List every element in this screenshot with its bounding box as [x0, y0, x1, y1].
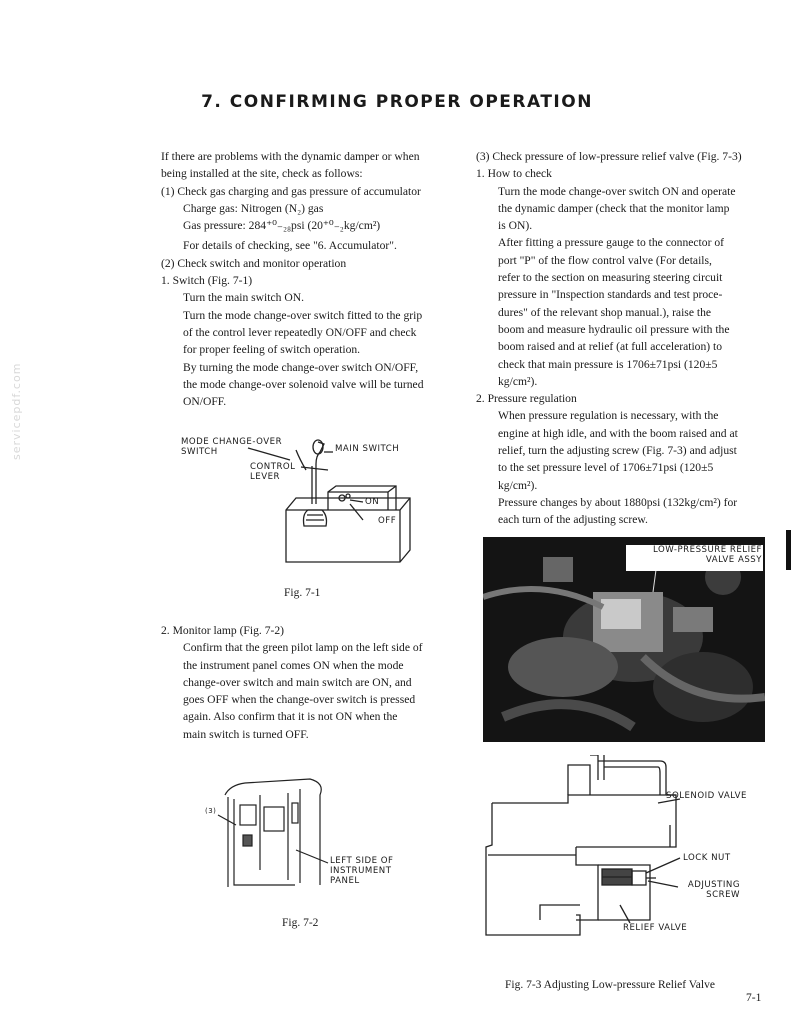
fig-7-2-caption: Fig. 7-2	[282, 917, 319, 929]
switch-line: Turn the mode change-over switch fitted to the grip	[183, 308, 423, 322]
switch-line: ON/OFF.	[183, 395, 227, 409]
solenoid-valve-label: SOLENOID VALVE	[666, 791, 747, 801]
mode-switch-label: MODE CHANGE-OVER SWITCH	[181, 437, 283, 457]
regulation-heading: 2. Pressure regulation	[476, 392, 577, 406]
charge-gas: Charge gas: Nitrogen (N₂) gas	[183, 201, 324, 215]
how-line: boom and measure hydraulic oil pressure with the	[498, 322, 730, 336]
section-2-heading: (2) Check switch and monitor operation	[161, 256, 347, 270]
monitor-line: main switch is turned OFF.	[183, 727, 309, 741]
regulation-line: kg/cm²).	[498, 478, 538, 492]
regulation-line: each turn of the adjusting screw.	[498, 513, 648, 527]
adjusting-screw-label: ADJUSTING SCREW	[687, 880, 740, 900]
accumulator-details: For details of checking, see "6. Accumulator".	[183, 239, 397, 253]
watermark: servicepdf.com	[10, 362, 23, 460]
switch-line: the mode change-over solenoid valve will be turned	[183, 377, 424, 391]
main-switch-label: MAIN SWITCH	[335, 444, 400, 454]
how-line: the dynamic damper (check that the monitor lamp	[498, 201, 730, 215]
fig-7-2-drawing	[200, 775, 335, 895]
how-line: kg/cm²).	[498, 374, 538, 388]
control-lever-label: CONTROL LEVER	[250, 462, 296, 482]
regulation-line: engine at high idle, and with the boom raised and at	[498, 426, 738, 440]
monitor-line: change-over switch and main switch are ON, and	[183, 675, 412, 689]
page-title: 7. CONFIRMING PROPER OPERATION	[201, 92, 593, 112]
fig-7-2-marker: (3)	[205, 807, 217, 815]
section-1-heading: (1) Check gas charging and gas pressure of accumulator	[161, 184, 421, 198]
monitor-line: Confirm that the green pilot lamp on the left side of	[183, 641, 423, 655]
how-line: is ON).	[498, 219, 533, 233]
how-line: check that main pressure is 1706±71psi (120±5	[498, 357, 718, 371]
right-column	[476, 148, 766, 529]
on-label: ON	[365, 497, 380, 507]
lock-nut-label: LOCK NUT	[683, 853, 731, 863]
relief-valve-label: RELIEF VALVE	[623, 923, 688, 933]
how-line: Turn the mode change-over switch ON and operate	[498, 184, 736, 198]
how-line: dures" of the relevant shop manual.), raise the	[498, 305, 712, 319]
left-column	[161, 148, 446, 410]
switch-heading: 1. Switch (Fig. 7-1)	[161, 274, 253, 288]
regulation-line: When pressure regulation is necessary, with the	[498, 409, 719, 423]
intro-line: If there are problems with the dynamic damper or when	[161, 150, 420, 163]
regulation-line: relief, turn the adjusting screw (Fig. 7-3) and adjust	[498, 444, 737, 458]
section-3-heading: (3) Check pressure of low-pressure relief valve (Fig. 7-3)	[476, 150, 742, 163]
fig-7-3-caption: Fig. 7-3 Adjusting Low-pressure Relief Valve	[505, 979, 715, 991]
switch-line: By turning the mode change-over switch ON/OFF,	[183, 360, 419, 374]
how-line: refer to the section on measuring steering circuit	[498, 271, 723, 285]
off-label: OFF	[378, 516, 397, 526]
switch-line: for proper feeling of switch operation.	[183, 343, 361, 357]
relief-valve-photo	[483, 537, 765, 742]
switch-line: of the control lever repeatedly ON/OFF and check	[183, 325, 417, 339]
switch-line: Turn the main switch ON.	[183, 291, 304, 305]
page-number: 7-1	[746, 992, 762, 1004]
photo-label: LOW-PRESSURE RELIEF VALVE ASSY	[652, 545, 762, 565]
monitor-line: goes OFF when the change-over switch is pressed	[183, 693, 416, 707]
monitor-line: again. Also confirm that it is not ON when the	[183, 710, 398, 724]
margin-mark	[786, 530, 791, 570]
gas-pressure: Gas pressure: 284⁺⁰₋₂₈psi (20⁺⁰₋₂kg/cm²)	[183, 219, 381, 233]
how-line: boom raised and at relief (at full acceleration) to	[498, 340, 723, 354]
regulation-line: to the set pressure level of 1706±71psi (120±5	[498, 461, 714, 475]
regulation-line: Pressure changes by about 1880psi (132kg/cm²) for	[498, 495, 738, 509]
how-line: port "P" of the flow control valve (For details,	[498, 253, 712, 267]
fig-7-1-caption: Fig. 7-1	[284, 587, 321, 599]
monitor-line: the instrument panel comes ON when the mode	[183, 658, 404, 672]
how-line: pressure in "Inspection standards and test proce-	[498, 288, 723, 302]
monitor-section	[161, 622, 446, 743]
intro-line: being installed at the site, check as follows:	[161, 167, 363, 181]
monitor-heading: 2. Monitor lamp (Fig. 7-2)	[161, 624, 285, 637]
how-heading: 1. How to check	[476, 167, 552, 181]
how-line: After fitting a pressure gauge to the connector of	[498, 236, 724, 250]
instrument-panel-label: LEFT SIDE OF INSTRUMENT PANEL	[330, 856, 394, 886]
